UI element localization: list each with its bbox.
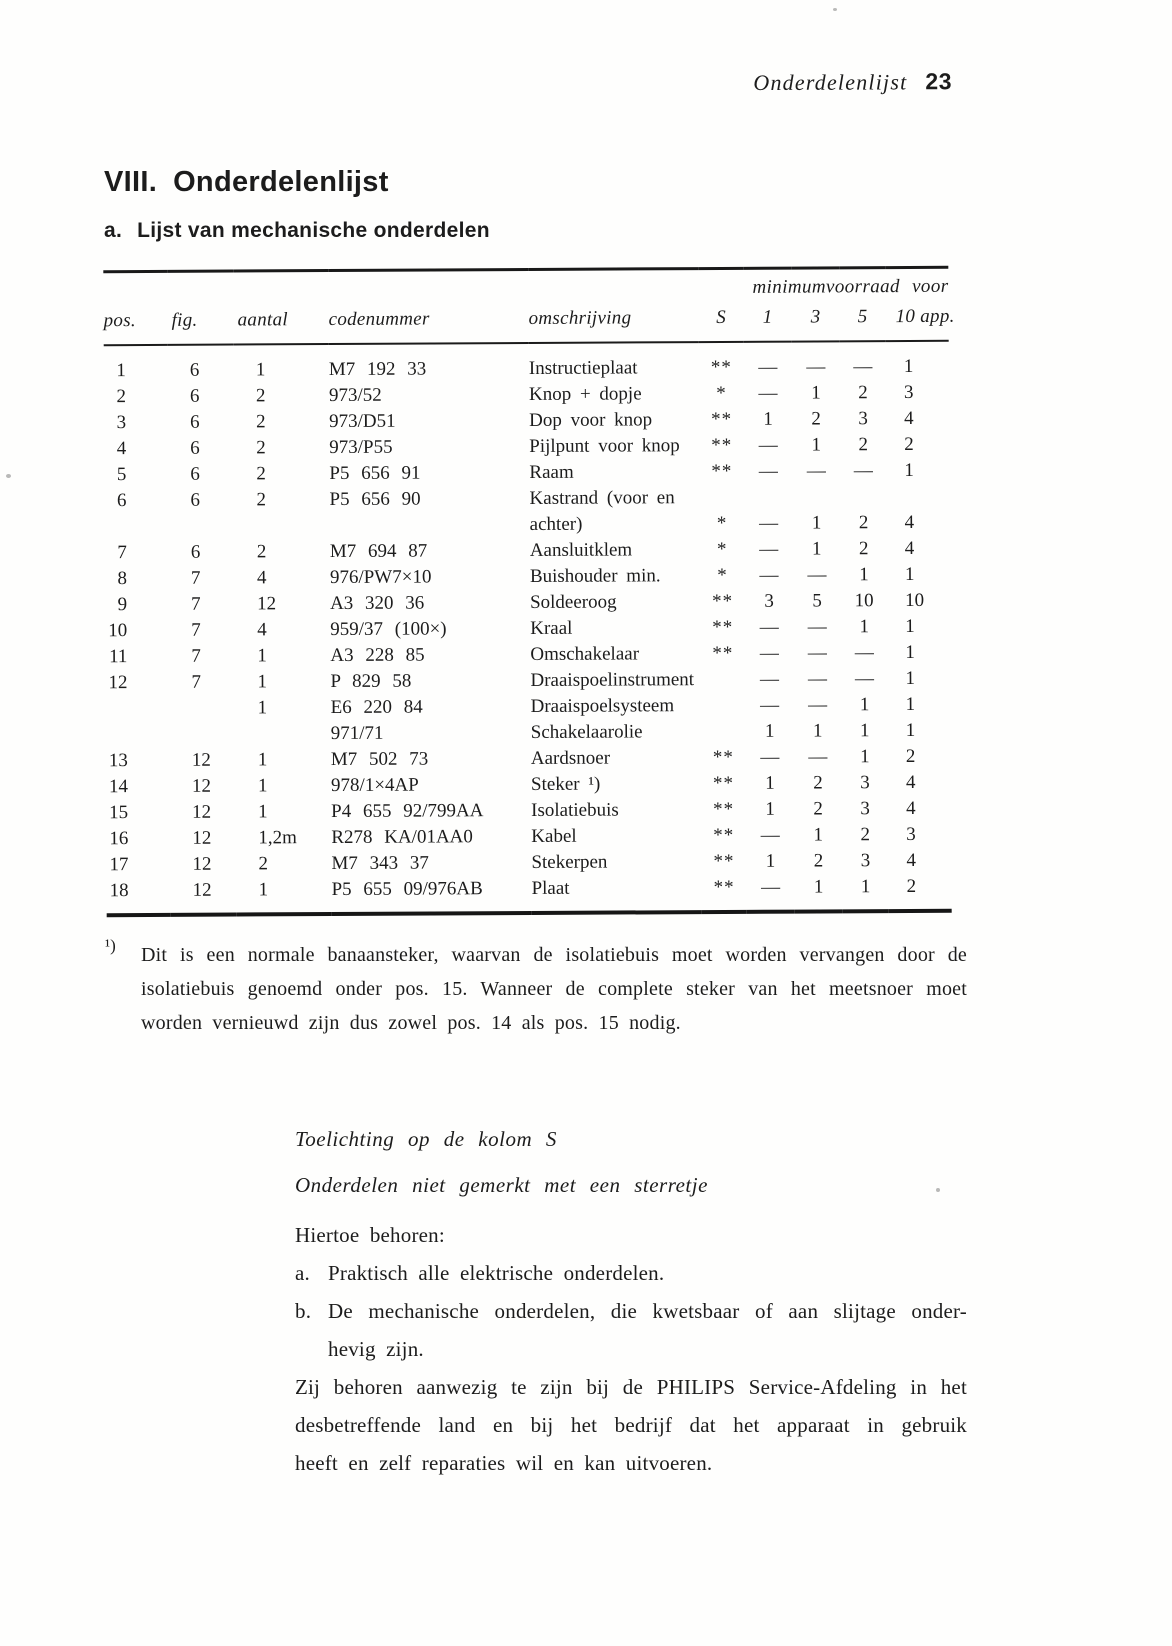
- cell-fig: 12: [191, 749, 211, 771]
- page-number: 23: [925, 68, 953, 95]
- cell-fig: 7: [190, 567, 201, 589]
- cell-c2: 1: [811, 512, 822, 534]
- notes-section: [295, 1124, 967, 1482]
- cell-c2: 2: [813, 850, 824, 872]
- cell-fig: 6: [190, 437, 200, 459]
- cell-c2: 1: [811, 538, 822, 560]
- cell-c1: 1: [765, 850, 776, 872]
- cell-fig: 12: [192, 853, 212, 875]
- cell-code: A3 320 36: [330, 592, 425, 615]
- cell-c1: —: [760, 824, 780, 846]
- cell-oms: Draaispoelinstrument: [530, 669, 695, 691]
- cell-c3: 3: [858, 408, 868, 430]
- cell-c3: —: [853, 460, 873, 482]
- list-item-b-text: hevig zijn.: [328, 1337, 424, 1361]
- column-header-code: codenummer: [328, 308, 430, 331]
- cell-c3: 2: [858, 512, 869, 534]
- cell-oms: Schakelaarolie: [530, 721, 643, 743]
- cell-aantal: 1: [258, 879, 269, 901]
- cell-code: P4 655 92/799AA: [331, 800, 484, 823]
- cell-pos: 12: [108, 672, 128, 694]
- cell-fig: 7: [191, 645, 201, 667]
- list-item-a: [295, 1254, 967, 1292]
- cell-fig: 6: [189, 359, 200, 381]
- cell-c1: 1: [765, 772, 775, 794]
- cell-c1: —: [758, 382, 778, 404]
- cell-aantal: 4: [257, 619, 267, 641]
- paragraph-line: desbetreffende land en bij het bedrijf dat het apparaat in gebruik: [295, 1413, 967, 1437]
- cell-code: M7 694 87: [329, 540, 428, 563]
- cell-s: [700, 667, 745, 693]
- cell-fig: [170, 696, 236, 722]
- cell-code: A3 228 85: [330, 644, 425, 667]
- cell-c4: 1: [905, 641, 915, 664]
- cell-aantal: 1,2m: [258, 827, 297, 849]
- cell-oms: Steker ¹): [530, 773, 601, 795]
- cell-c4: 3: [906, 823, 916, 846]
- cell-c2: —: [808, 746, 828, 768]
- cell-oms: Soldeeroog: [530, 591, 617, 613]
- cell-c1: 3: [764, 590, 774, 612]
- section-subtitle-text: Lijst van mechanische onderdelen: [137, 219, 490, 242]
- cell-fig: 6: [190, 489, 201, 511]
- cell-c4: 3: [903, 381, 914, 404]
- cell-oms: achter): [529, 513, 583, 535]
- cell-c1: 1: [763, 408, 773, 430]
- cell-code: [330, 512, 530, 539]
- cell-c4: 4: [904, 537, 915, 560]
- column-header-stock3: 3: [810, 306, 821, 328]
- cell-code: P5 656 90: [329, 488, 421, 511]
- cell-s: **: [711, 460, 733, 483]
- cell-code: R278 KA/01AA0: [331, 826, 473, 849]
- cell-c4: 4: [905, 771, 916, 794]
- list-item-b-label: b.: [295, 1299, 312, 1323]
- table-row: [106, 692, 951, 722]
- cell-aantal: 1: [257, 645, 267, 667]
- cell-code: 976/PW7×10: [329, 566, 432, 589]
- cell-c4: 1: [905, 719, 916, 742]
- list-item-a-text: Praktisch alle elektrische onderdelen.: [328, 1261, 665, 1285]
- cell-c4: 1: [903, 355, 914, 378]
- cell-c3: —: [853, 356, 873, 378]
- cell-c3: 1: [859, 694, 870, 716]
- column-header-omschrijving: omschrijving: [528, 307, 632, 329]
- cell-s: *: [716, 512, 728, 535]
- cell-c4: 2: [905, 745, 916, 768]
- cell-fig: 6: [190, 541, 201, 563]
- cell-code: M7 192 33: [328, 358, 427, 381]
- cell-pos: [106, 722, 170, 748]
- cell-c1: —: [759, 642, 779, 664]
- paragraph-line: Zij behoren aanwezig te zijn bij de PHILIPS Service-Afdeling in het: [295, 1375, 967, 1399]
- cell-c3: —: [854, 642, 874, 664]
- cell-c1: [744, 485, 792, 511]
- cell-s: **: [713, 824, 735, 847]
- cell-c3: 2: [858, 538, 869, 560]
- cell-pos: 16: [109, 828, 129, 850]
- cell-c2: 5: [812, 590, 822, 612]
- cell-s: **: [713, 876, 735, 899]
- cell-c2: 2: [813, 772, 823, 794]
- cell-oms: Aardsnoer: [530, 747, 611, 769]
- cell-fig: 6: [190, 463, 200, 485]
- cell-c4: 2: [904, 433, 914, 456]
- cell-c2: 1: [812, 720, 823, 742]
- cell-pos: 10: [108, 620, 128, 642]
- cell-s: [701, 719, 746, 745]
- section-title: [104, 166, 389, 199]
- table-row: [104, 341, 949, 384]
- notes-heading-sterretje: Onderdelen niet gemerkt met een sterretje: [295, 1173, 708, 1197]
- running-head-title: Onderdelenlijst: [753, 69, 908, 96]
- section-subtitle: [104, 219, 490, 243]
- section-number: VIII.: [104, 166, 158, 198]
- table-row: [104, 458, 949, 488]
- cell-pos: 1: [116, 360, 126, 382]
- cell-c2: —: [806, 460, 826, 482]
- cell-fig: 12: [191, 775, 212, 797]
- cell-oms: Kabel: [531, 825, 577, 847]
- cell-c4: 1: [905, 667, 916, 690]
- cell-s: **: [712, 642, 734, 665]
- cell-c3: 3: [860, 798, 870, 820]
- cell-aantal: 1: [257, 697, 268, 719]
- list-item-b: [295, 1292, 967, 1368]
- cell-aantal: 2: [256, 411, 266, 433]
- cell-pos: 3: [116, 412, 127, 434]
- parts-table: [103, 266, 955, 917]
- scan-artifact-dot: [833, 8, 837, 11]
- cell-s: **: [713, 798, 735, 821]
- cell-c3: 2: [858, 382, 868, 404]
- cell-s: **: [713, 850, 735, 873]
- cell-c2: —: [807, 616, 827, 638]
- section-title-text: Onderdelenlijst: [173, 166, 389, 198]
- cell-pos: 11: [108, 646, 128, 668]
- paragraph-line: heeft en zelf reparaties wil en kan uitvoeren.: [295, 1451, 713, 1475]
- notes-intro: Hiertoe behoren:: [295, 1223, 445, 1247]
- cell-fig: 12: [192, 801, 212, 823]
- cell-aantal: 4: [256, 567, 267, 589]
- cell-s: *: [716, 538, 728, 561]
- cell-c4: 2: [906, 875, 917, 898]
- cell-s: **: [710, 356, 732, 379]
- cell-c3: —: [854, 668, 875, 690]
- table-row: [106, 744, 951, 774]
- cell-fig: 6: [189, 385, 200, 407]
- cell-aantal: 2: [256, 463, 266, 485]
- column-header-pos: pos.: [103, 310, 136, 332]
- cell-fig: [169, 514, 235, 540]
- cell-c4: 4: [904, 511, 915, 534]
- subsection-letter: a.: [104, 219, 123, 242]
- cell-c2: —: [806, 356, 826, 378]
- column-header-aantal: aantal: [237, 309, 288, 331]
- cell-fig: 12: [192, 827, 212, 849]
- cell-aantal: 1: [255, 359, 266, 381]
- cell-code: 959/37 (100×): [330, 618, 447, 641]
- cell-c4: [886, 484, 949, 510]
- cell-pos: 17: [109, 854, 129, 876]
- cell-c3: 1: [859, 564, 869, 586]
- cell-pos: 14: [108, 776, 129, 798]
- footnote-line: worden vernieuwd zijn dus zowel pos. 14 als pos. 15 nodig.: [141, 1012, 681, 1034]
- cell-c4: 4: [906, 797, 916, 820]
- cell-oms: Instructieplaat: [528, 357, 638, 379]
- cell-code: 973/52: [328, 384, 382, 407]
- cell-oms: Knop + dopje: [528, 383, 642, 405]
- cell-c1: —: [760, 746, 780, 768]
- cell-c3: 1: [859, 616, 869, 638]
- cell-s: **: [711, 408, 733, 431]
- cell-aantal: 2: [256, 437, 266, 459]
- cell-c3: 3: [860, 850, 871, 872]
- cell-pos: 15: [109, 802, 129, 824]
- cell-oms: Draaispoelsysteem: [530, 695, 675, 717]
- cell-oms: Plaat: [531, 877, 570, 899]
- cell-aantal: 1: [258, 801, 268, 823]
- cell-pos: 7: [117, 542, 127, 564]
- cell-pos: 4: [116, 438, 127, 460]
- cell-oms: Kastrand (voor en: [529, 487, 675, 509]
- cell-s: *: [717, 564, 728, 587]
- notes-heading-toelichting: Toelichting op de kolom S: [295, 1127, 557, 1151]
- cell-pos: 18: [109, 880, 129, 902]
- cell-oms: Buishouder min.: [529, 565, 661, 587]
- column-header-stock10app: 10 app.: [895, 305, 955, 328]
- cell-pos: [106, 696, 170, 722]
- cell-c4: 4: [904, 407, 914, 430]
- cell-code: 973/P55: [329, 436, 393, 459]
- cell-fig: 7: [191, 619, 201, 641]
- cell-c2: [792, 484, 840, 510]
- cell-aantal: [235, 513, 330, 539]
- cell-c2: 1: [813, 876, 824, 898]
- cell-c2: —: [807, 668, 828, 690]
- cell-c4: 1: [904, 459, 914, 482]
- parts-table-body: [104, 341, 952, 915]
- cell-aantal: 1: [257, 671, 268, 693]
- cell-code: 971/71: [330, 722, 384, 745]
- running-head: [105, 68, 952, 99]
- cell-c1: —: [760, 694, 780, 716]
- cell-c1: —: [759, 668, 780, 690]
- cell-fig: 7: [191, 671, 202, 693]
- cell-c3: [840, 484, 886, 510]
- cell-c1: 1: [765, 798, 775, 820]
- cell-s: **: [712, 746, 734, 769]
- cell-oms: Raam: [529, 461, 574, 483]
- cell-c1: 1: [764, 720, 775, 742]
- table-header: [103, 267, 955, 345]
- footnote-line: isolatiebuis genoemd onder pos. 15. Wanneer de complete steker van het meetsnoer moet: [141, 978, 967, 1000]
- cell-aantal: 2: [255, 385, 266, 407]
- cell-aantal: 1: [257, 775, 268, 797]
- cell-aantal: 2: [258, 853, 268, 875]
- cell-c1: —: [759, 512, 779, 534]
- cell-s: **: [711, 434, 733, 457]
- cell-c2: —: [807, 564, 827, 586]
- cell-aantal: 1: [257, 749, 268, 771]
- column-header-s: S: [716, 306, 727, 329]
- table-row: [105, 562, 950, 592]
- cell-aantal: 12: [257, 593, 277, 615]
- cell-c2: 1: [813, 824, 824, 846]
- column-header-stock5: 5: [857, 306, 868, 328]
- footnote-line: Dit is een normale banaansteker, waarvan de isolatiebuis moet worden vervangen door de: [141, 944, 967, 966]
- cell-c3: 10: [854, 590, 874, 612]
- cell-code: P5 655 09/976AB: [331, 878, 483, 901]
- cell-aantal: [236, 721, 331, 747]
- table-row: [106, 874, 951, 915]
- column-header-fig: fig.: [171, 309, 198, 331]
- cell-code: M7 343 37: [331, 852, 429, 875]
- cell-c1: —: [758, 460, 778, 482]
- cell-fig: 7: [191, 593, 201, 615]
- cell-c2: —: [807, 642, 827, 664]
- cell-s: **: [712, 772, 735, 795]
- cell-c3: 2: [860, 824, 871, 846]
- cell-oms: Aansluitklem: [529, 539, 633, 561]
- cell-c4: 1: [905, 693, 916, 716]
- cell-code: M7 502 73: [330, 748, 429, 771]
- column-header-stock1: 1: [762, 306, 773, 328]
- cell-fig: 6: [190, 411, 200, 433]
- cell-fig: 12: [192, 879, 212, 901]
- cell-code: 973/D51: [329, 410, 396, 433]
- cell-code: E6 220 84: [330, 696, 423, 719]
- cell-c4: 1: [904, 563, 915, 586]
- list-item-b-text: De mechanische onderdelen, die kwetsbaar of aan slijtage onder-: [328, 1299, 967, 1323]
- cell-c1: —: [758, 356, 778, 378]
- cell-pos: 8: [117, 568, 127, 590]
- cell-c3: 2: [858, 434, 869, 456]
- cell-c4: 4: [906, 849, 916, 872]
- cell-c3: 3: [860, 772, 870, 794]
- closing-paragraph: [295, 1368, 967, 1482]
- cell-c2: 1: [811, 382, 821, 404]
- cell-aantal: 2: [256, 541, 267, 563]
- cell-pos: 5: [116, 464, 127, 486]
- cell-code: 978/1×4AP: [330, 774, 419, 797]
- cell-aantal: 2: [256, 489, 267, 511]
- cell-c1: —: [759, 564, 779, 586]
- list-item-a-label: a.: [295, 1261, 310, 1285]
- cell-oms: Pijlpunt voor knop: [529, 435, 680, 457]
- cell-code: P5 656 91: [329, 462, 421, 485]
- cell-s: **: [712, 616, 734, 639]
- cell-pos: [105, 514, 169, 540]
- cell-c2: 1: [811, 434, 822, 456]
- cell-c3: 1: [860, 746, 870, 768]
- cell-c4: 1: [905, 615, 915, 638]
- cell-oms: Dop voor knop: [529, 409, 653, 431]
- cell-code: P 829 58: [330, 670, 412, 693]
- cell-oms: Omschakelaar: [530, 643, 640, 665]
- cell-fig: [170, 722, 236, 748]
- cell-c1: —: [758, 434, 778, 456]
- cell-pos: 9: [117, 594, 128, 616]
- footnote: [105, 938, 967, 1040]
- cell-oms: Stekerpen: [531, 851, 608, 873]
- cell-c2: 2: [811, 408, 821, 430]
- footnote-marker: ¹): [105, 936, 116, 955]
- cell-c3: 1: [860, 876, 871, 898]
- cell-c1: —: [760, 876, 781, 898]
- cell-s: *: [716, 382, 727, 405]
- cell-c2: —: [808, 694, 828, 716]
- cell-c3: 1: [859, 720, 870, 742]
- cell-s: **: [712, 590, 734, 613]
- scan-artifact-dot: [6, 474, 11, 478]
- stock-superheader: minimumvoorraad voor: [752, 275, 949, 298]
- cell-c1: —: [759, 538, 779, 560]
- cell-pos: 6: [116, 490, 127, 512]
- cell-c4: 10: [904, 589, 925, 612]
- cell-c1: —: [759, 616, 779, 638]
- cell-oms: Isolatiebuis: [531, 799, 619, 821]
- cell-c2: 2: [813, 798, 823, 820]
- cell-oms: Kraal: [530, 617, 573, 639]
- cell-s: [699, 485, 744, 511]
- cell-pos: 13: [108, 750, 128, 772]
- cell-s: [701, 693, 746, 719]
- cell-pos: 2: [116, 386, 127, 408]
